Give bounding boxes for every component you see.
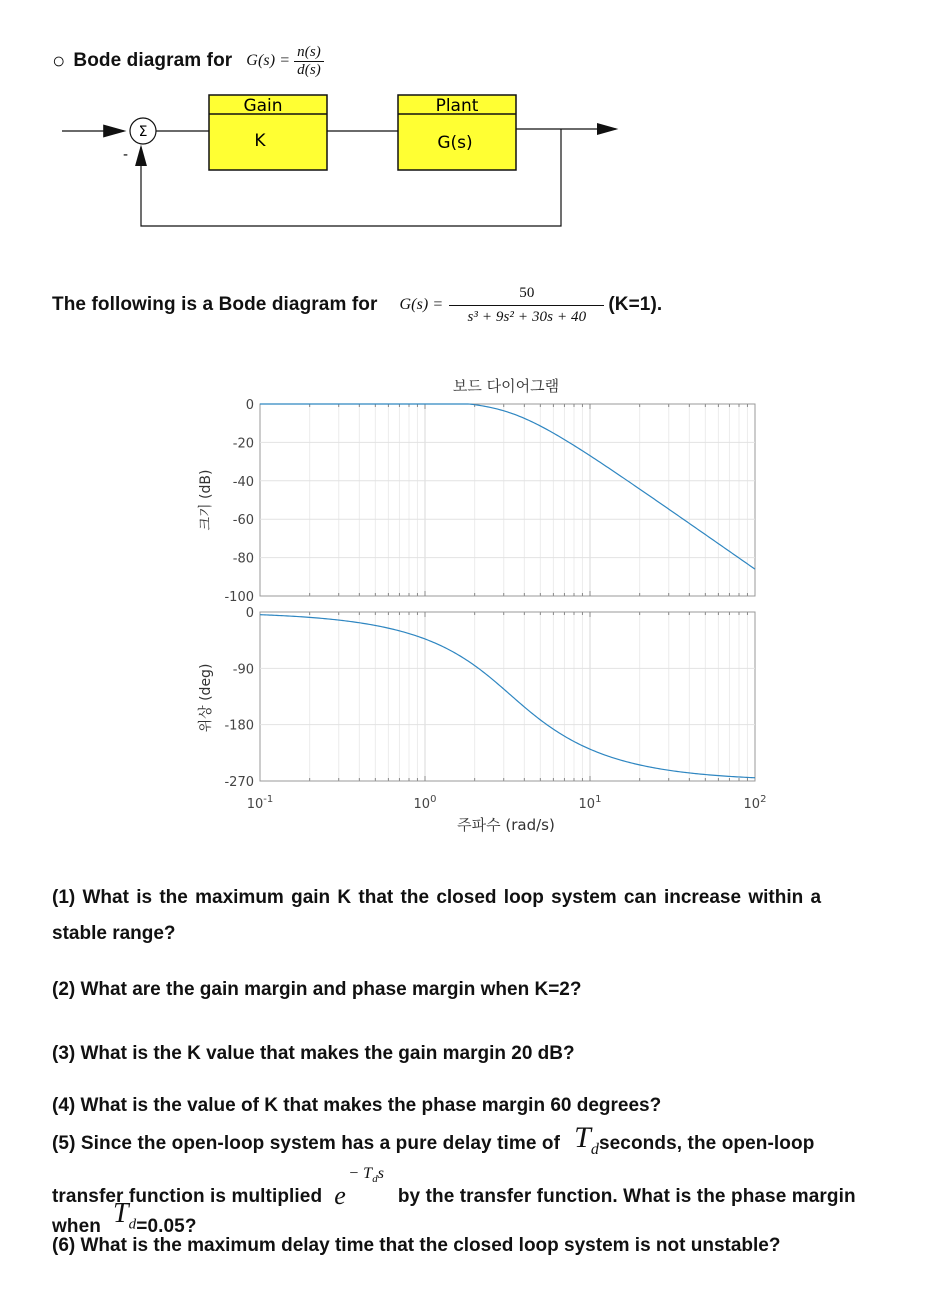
exp-sup-s: s: [377, 1165, 385, 1182]
plant-block-content: G(s): [437, 133, 473, 153]
question-3: (3) What is the K value that makes the gain margin 20 dB?: [52, 1043, 575, 1064]
magnitude-ytick-label: -20: [232, 436, 254, 452]
magnitude-ylabel: 크기 (dB): [198, 469, 214, 531]
question-1-line2: stable range?: [52, 923, 176, 944]
heading-text: Bode diagram for: [73, 50, 233, 71]
question-5: [52, 1121, 922, 1238]
question-4: (4) What is the value of K that makes the phase margin 60 degrees?: [52, 1095, 662, 1116]
phase-ytick-label: -180: [224, 718, 254, 734]
x-tick-exponent: 0: [430, 794, 437, 805]
phase-ytick-label: -270: [224, 775, 254, 790]
question-5-line3a: when: [52, 1216, 101, 1237]
gain-block-content: K: [254, 131, 266, 151]
exp-sup-subscript: d: [372, 1173, 378, 1186]
x-tick-exponent: 1: [595, 794, 602, 805]
feedback-minus-sign: -: [123, 147, 129, 163]
x-tick-base: 10: [246, 797, 264, 812]
question-5-part1: (5) Since the open-loop system has a pure delay time of: [52, 1133, 561, 1154]
exp-base: e: [334, 1181, 346, 1210]
question-5-line2: [52, 1164, 922, 1208]
heading-line: [52, 42, 324, 80]
magnitude-panel: [197, 398, 755, 605]
td-symbol-letter: T: [574, 1121, 591, 1154]
question-5-line3b: =0.05?: [136, 1216, 197, 1237]
sigma-symbol: Σ: [138, 124, 148, 140]
intro-text: The following is a Bode diagram for: [52, 294, 378, 315]
question-1: [52, 880, 912, 952]
x-tick-exponent: 2: [760, 794, 767, 805]
magnitude-ytick-labels: [224, 398, 254, 605]
intro-lhs: G(s) =: [399, 296, 444, 313]
question-2: (2) What are the gain margin and phase margin when K=2?: [52, 979, 582, 1000]
magnitude-ytick-label: -60: [232, 513, 254, 529]
chart-title: 보드 다이어그램: [452, 377, 560, 395]
plant-block-title: Plant: [435, 96, 479, 116]
td-symbol-2-subscript: d: [128, 1217, 137, 1233]
phase-axes-box: [260, 612, 755, 781]
intro-suffix: (K=1).: [608, 294, 663, 315]
phase-ytick-labels: [224, 606, 254, 790]
heading-lhs: G(s) =: [246, 52, 291, 69]
td-symbol-subscript: d: [590, 1141, 599, 1158]
heading-denominator: d(s): [294, 61, 324, 79]
magnitude-axes-box: [260, 404, 755, 596]
td-symbol: [574, 1123, 599, 1165]
question-5-line2b: by the transfer function. What is the phase margin: [397, 1186, 856, 1207]
x-tick-labels: [247, 794, 767, 812]
plant-block: [398, 95, 516, 170]
question-5-line2a: transfer function is multiplied: [52, 1186, 323, 1207]
exp-sup-t: − T: [348, 1165, 373, 1182]
chart-xlabel: 주파수 (rad/s): [457, 816, 555, 834]
phase-ytick-label: -90: [232, 662, 254, 678]
intro-numerator: 50: [519, 284, 535, 301]
intro-fraction: [449, 285, 604, 326]
magnitude-ytick-label: 0: [245, 398, 254, 413]
td-symbol-2-letter: T: [112, 1198, 129, 1230]
delay-exponential: [334, 1165, 385, 1210]
intro-denominator: s³ + 9s² + 30s + 40: [449, 305, 604, 326]
bullet-circle: ○: [52, 48, 66, 73]
gain-block-title: Gain: [243, 96, 283, 116]
magnitude-ytick-label: -80: [232, 551, 254, 567]
question-1-line1: (1) What is the maximum gain K that the closed loop system can increase within a: [52, 887, 822, 908]
phase-ylabel: 위상 (deg): [198, 663, 214, 733]
question-5-part2: seconds, the open-loop: [598, 1133, 815, 1154]
x-tick-base: 10: [578, 797, 596, 812]
phase-ytick-label: 0: [245, 606, 254, 621]
question-6: (6) What is the maximum delay time that the closed loop system is not unstable?: [52, 1235, 781, 1256]
intro-line: [52, 280, 662, 330]
x-tick-label: [414, 794, 437, 812]
x-tick-label: [744, 794, 767, 812]
x-tick-exponent: -1: [263, 794, 274, 805]
magnitude-ytick-label: -100: [224, 590, 254, 605]
heading-numerator: n(s): [297, 43, 321, 60]
x-tick-label: [247, 794, 274, 812]
block-diagram: [0, 85, 946, 245]
heading-fraction: [294, 44, 324, 79]
x-tick-base: 10: [743, 797, 761, 812]
bode-diagram: [190, 368, 780, 843]
exp-superscript: [348, 1162, 384, 1191]
magnitude-ytick-label: -40: [232, 474, 254, 490]
phase-panel: [197, 606, 755, 790]
x-tick-base: 10: [413, 797, 431, 812]
question-5-line1: [52, 1121, 922, 1164]
gain-block: [209, 95, 327, 170]
x-tick-label: [579, 794, 602, 812]
